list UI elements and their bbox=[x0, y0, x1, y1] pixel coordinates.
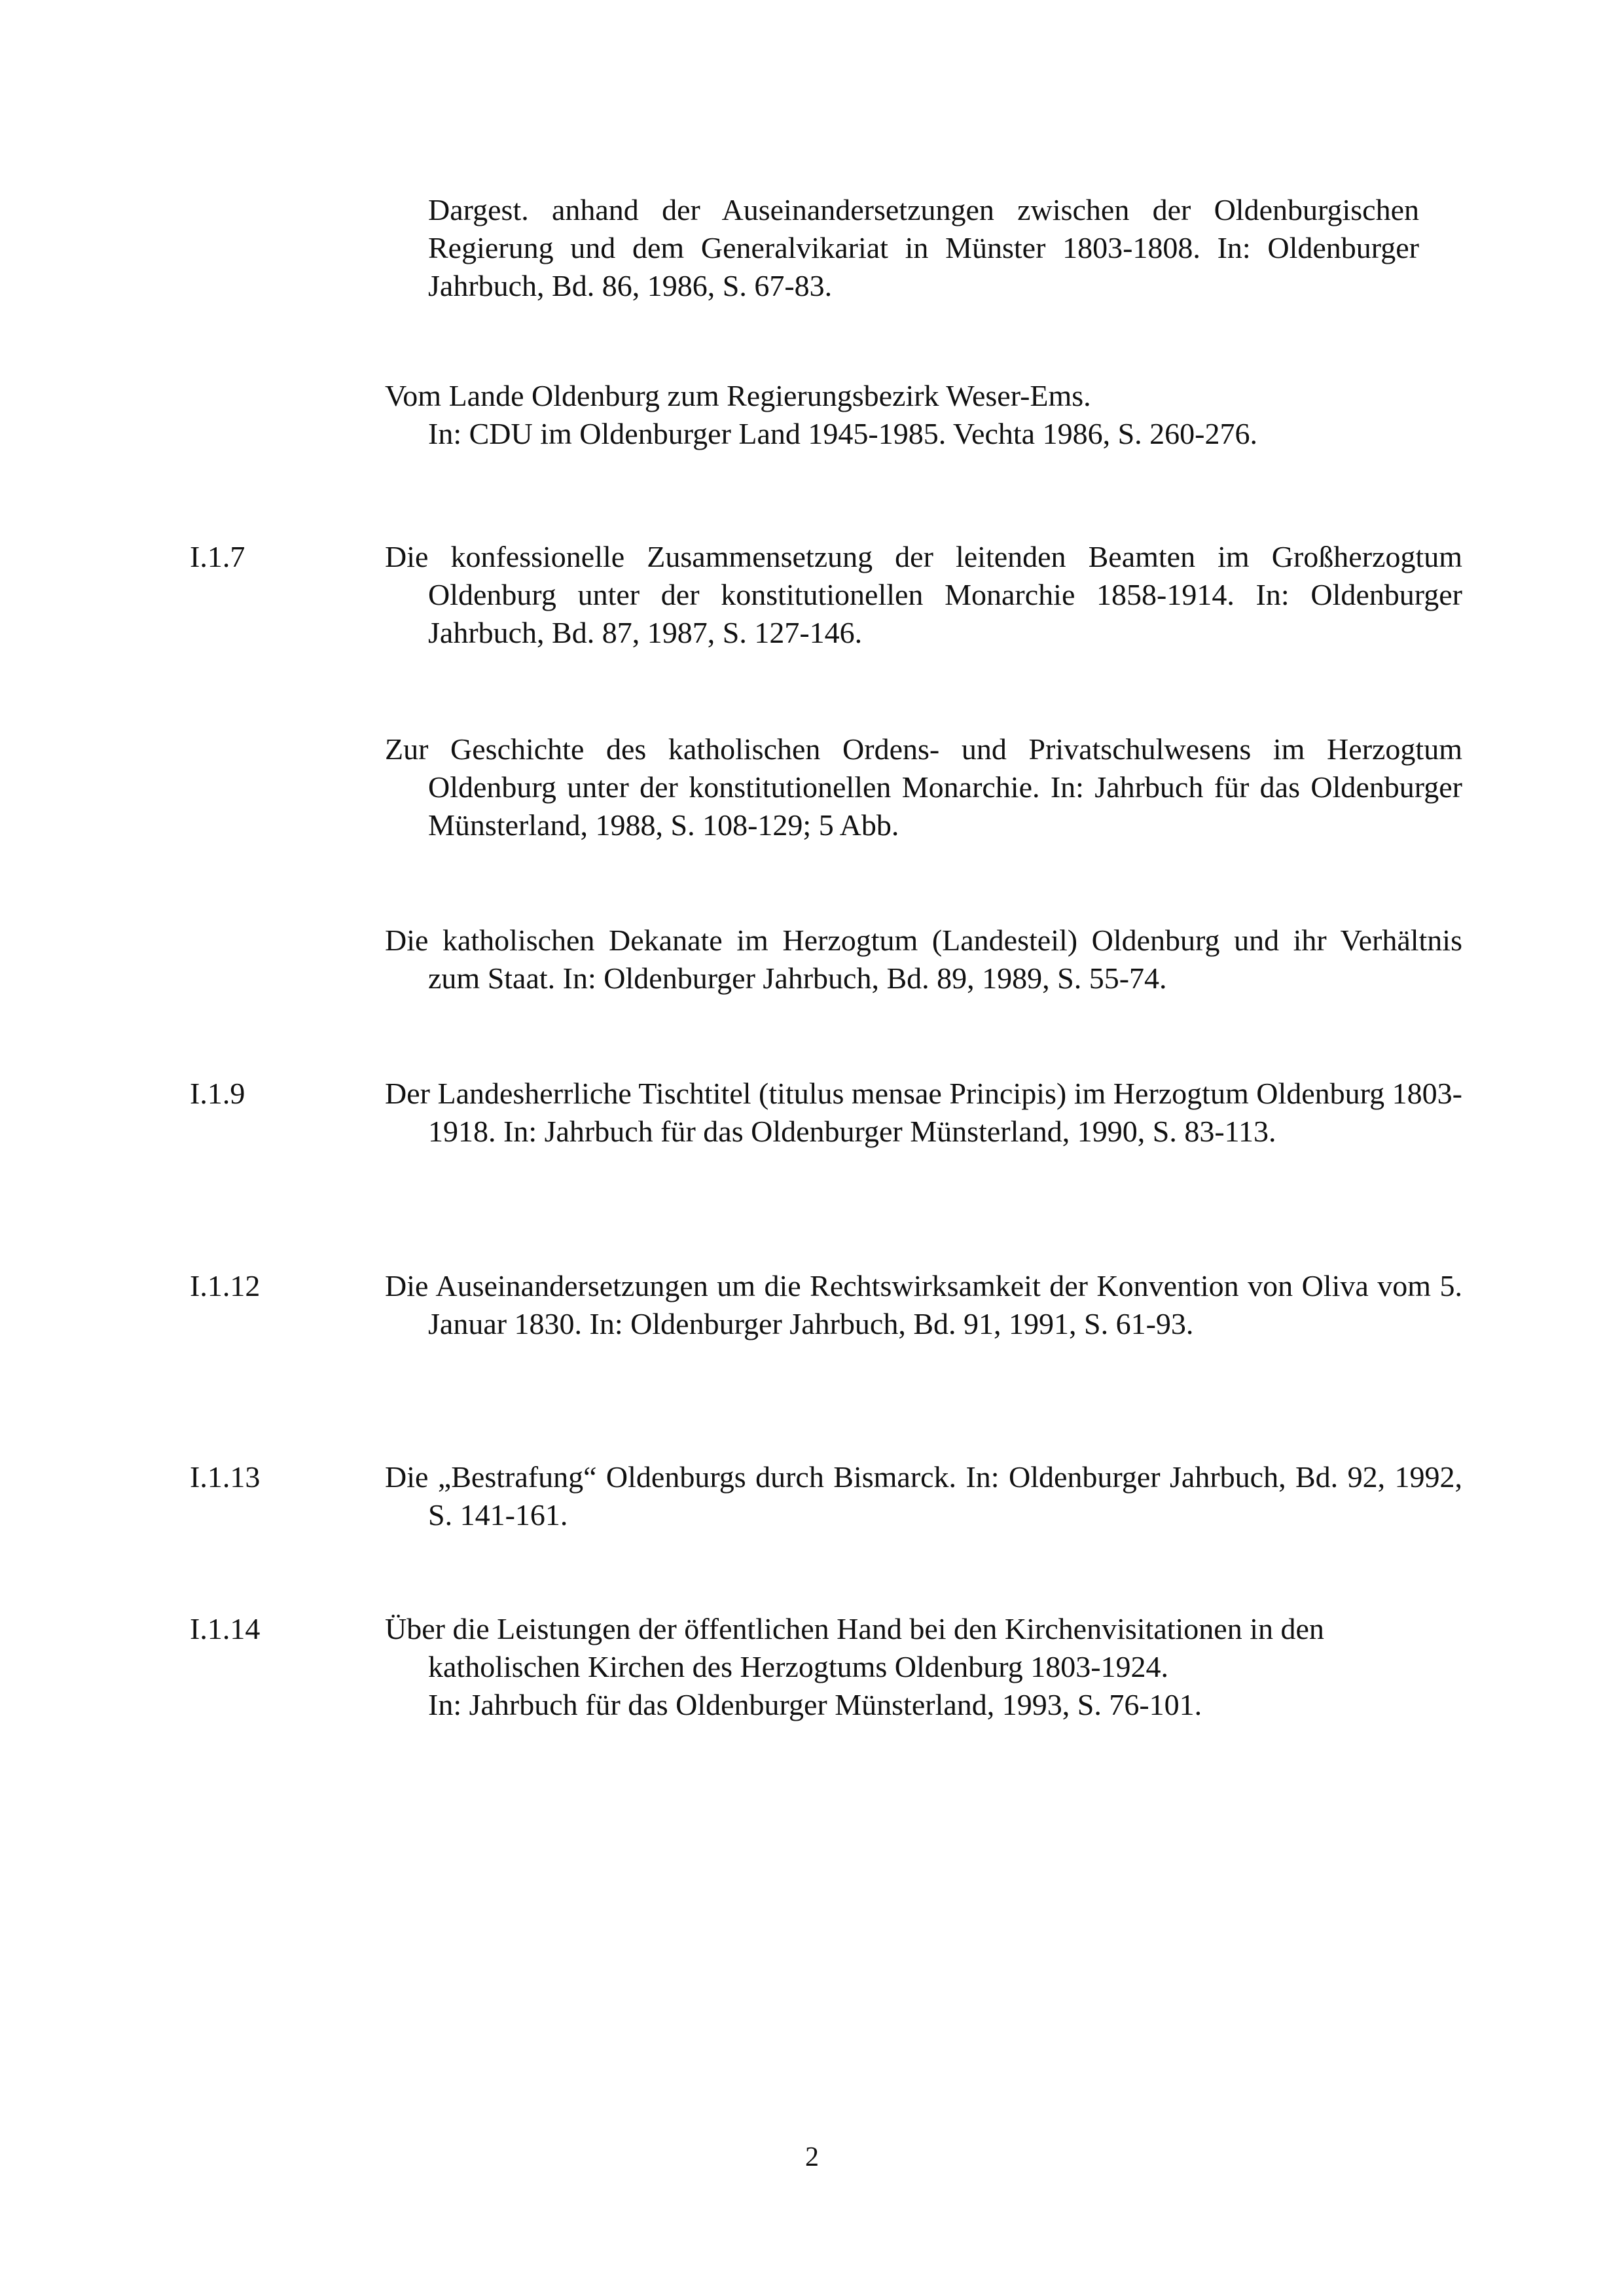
entry-number: I.1.13 bbox=[190, 1460, 261, 1494]
entry-text-line: In: CDU im Oldenburger Land 1945-1985. Vechta 1986, S. 260-276. bbox=[428, 417, 1257, 450]
page-number: 2 bbox=[805, 2142, 819, 2172]
entry-text bbox=[385, 377, 1462, 453]
entry-text: Dargest. anhand der Auseinandersetzungen zwischen der Oldenburgischen Regierung und dem Generalvikariat in Münster 1803-1808. In: Oldenburger Jahrbuch, Bd. 86, 1986, S. 67-83. bbox=[428, 193, 1419, 302]
entry-text bbox=[385, 1610, 1462, 1724]
entry-text: Die Auseinandersetzungen um die Rechtswirksamkeit der Konvention von Oliva vom 5. Januar 1830. In: Oldenburger Jahrbuch, Bd. 91, 1991, S. 61-93. bbox=[385, 1269, 1462, 1340]
entry-text: Zur Geschichte des katholischen Ordens- und Privatschulwesens im Herzogtum Oldenburg unter der konstitutionellen Monarchie. In: Jahrbuch für das Oldenburger Münsterland, 1988, S. 108-129; 5 Abb. bbox=[385, 732, 1462, 842]
entry-text: Der Landesherrliche Tischtitel (titulus mensae Principis) im Herzogtum Oldenburg 1803-1918. In: Jahrbuch für das Oldenburger Münsterland, 1990, S. 83-113. bbox=[385, 1077, 1462, 1148]
entry-text: Die konfessionelle Zusammensetzung der leitenden Beamten im Großherzogtum Oldenburg unter der konstitutionellen Monarchie 1858-1914. In: Oldenburger Jahrbuch, Bd. 87, 1987, S. 127-146. bbox=[385, 540, 1462, 649]
entry-text-line: Über die Leistungen der öffentlichen Hand bei den Kirchenvisitationen in den katholischen Kirchen des Herzogtums Oldenburg 1803-1924. bbox=[385, 1612, 1324, 1683]
entry-number: I.1.7 bbox=[190, 540, 245, 573]
entry-text-line: Vom Lande Oldenburg zum Regierungsbezirk Weser-Ems. bbox=[385, 379, 1091, 412]
entry-text: Die katholischen Dekanate im Herzogtum (Landesteil) Oldenburg und ihr Verhältnis zum Staat. In: Oldenburger Jahrbuch, Bd. 89, 1989, S. 55-74. bbox=[385, 924, 1462, 995]
entry-text-line: In: Jahrbuch für das Oldenburger Münsterland, 1993, S. 76-101. bbox=[428, 1688, 1202, 1721]
entry-number: I.1.9 bbox=[190, 1077, 245, 1110]
entry-number: I.1.14 bbox=[190, 1612, 261, 1645]
entry-text: Die „Bestrafung“ Oldenburgs durch Bismarck. In: Oldenburger Jahrbuch, Bd. 92, 1992, S. 141-161. bbox=[385, 1460, 1462, 1532]
entry-number: I.1.12 bbox=[190, 1269, 261, 1302]
